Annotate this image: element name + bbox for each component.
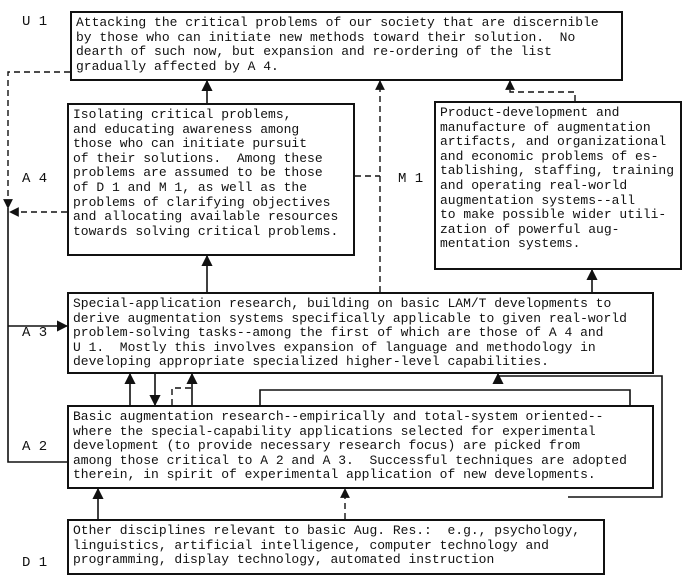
level-label-a4: A 4 [22, 171, 48, 187]
level-label-a2: A 2 [22, 439, 48, 455]
level-label-d1: D 1 [22, 555, 48, 571]
level-label-m1: M 1 [398, 171, 424, 187]
dashed-product-to-u1 [510, 81, 575, 101]
box-a4-isolating-problems: Isolating critical problems, and educating awareness among those who can initiate pursuit of their solutions. Among these problems are assumed to be those of D 1 and M 1, as well as the problems of clarifying objectives and allocating available resources towards solving critical problems. [67, 103, 355, 256]
level-label-u1: U 1 [22, 14, 48, 30]
box-d1-other-disciplines: Other disciplines relevant to basic Aug. Res.: e.g., psychology, linguistics, artificial intelligence, computer technology and programming, display technology, automated instruction [67, 519, 605, 575]
box-a3-special-application-research: Special-application research, building on basic LAM/T developments to derive augmentation systems specifically applicable to given real-world problem-solving tasks--among the first of which are those of A 4 and U 1. Mostly this involves expansion of language and methodology in developing appropriate specialized higher-level capabilities. [67, 292, 654, 374]
box-u1-critical-problems: Attacking the critical problems of our society that are discernible by those who can initiate new methods toward their solution. No dearth of such now, but expansion and re-ordering of the list gradually affected by A 4. [70, 11, 623, 81]
dashed-u1-left-loop [8, 72, 70, 208]
dashed-a2-a3-small [172, 388, 192, 405]
level-label-a3: A 3 [22, 325, 48, 341]
box-a2-basic-augmentation-research: Basic augmentation research--empirically and total-system oriented-- where the special-capability applications selected for experimental development (to provide necessary research focus) are picked from among those critical to A 2 and A 3. Successful techniques are adopted therein, in spirit of experimental application of new developments. [67, 405, 654, 489]
box-product-development: Product-development and manufacture of augmentation artifacts, and organizational and economic problems of es- tablishing, staffing, training and operating real-world augmentation systems--all to make possible wider utili- zation of powerful aug- mentation systems. [434, 101, 682, 270]
